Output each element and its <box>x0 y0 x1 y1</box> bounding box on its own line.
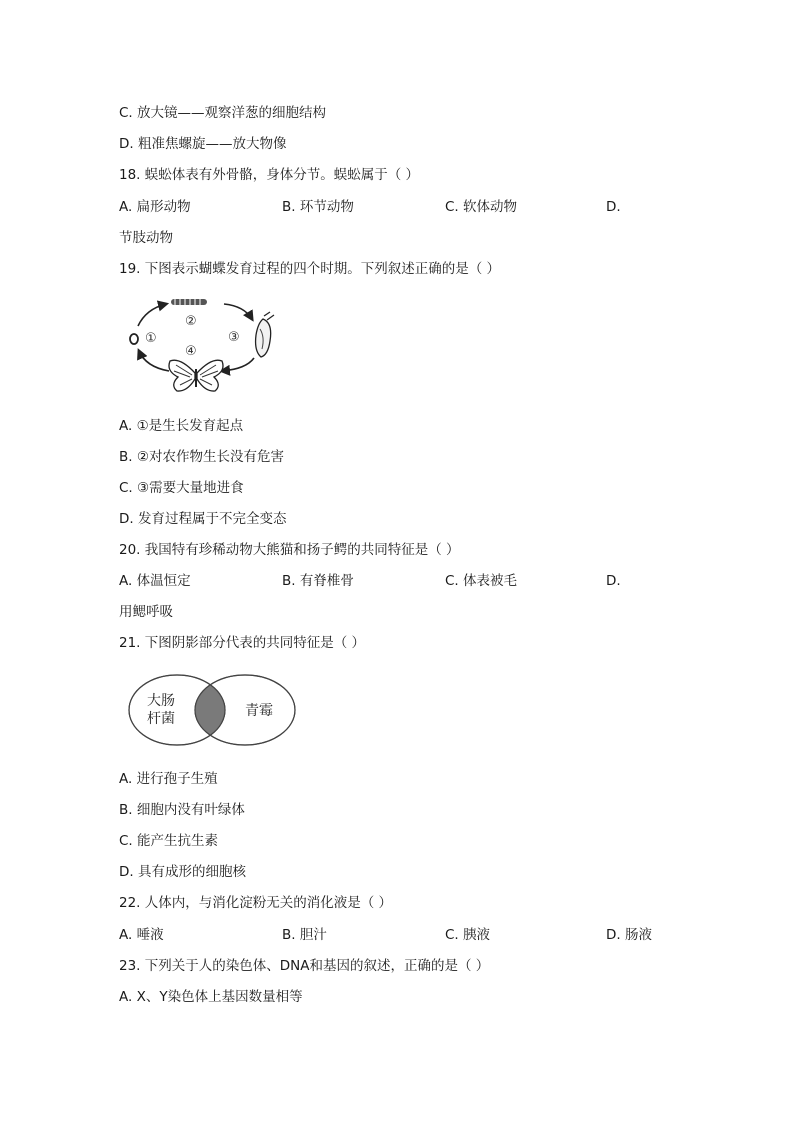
q20-option-b: B. 有脊椎骨 <box>282 573 354 589</box>
q18-option-a: A. 扁形动物 <box>119 199 191 215</box>
cycle-arrow <box>138 304 166 326</box>
stage-label: ④ <box>185 344 197 359</box>
pupa-icon <box>256 312 274 357</box>
q18-option-d: D. <box>606 199 621 215</box>
q23-stem: 23. 下列关于人的染色体、DNA和基因的叙述，正确的是（ ） <box>119 958 490 974</box>
q19-stem: 19. 下图表示蝴蝶发育过程的四个时期。下列叙述正确的是（ ） <box>119 261 501 277</box>
q20-option-c: C. 体表被毛 <box>445 573 518 589</box>
q19-option-b: B. ②对农作物生长没有危害 <box>119 449 284 465</box>
venn-right-label: 青霉 <box>245 703 273 719</box>
q20-option-d: D. <box>606 573 621 589</box>
q18-option-c: C. 软体动物 <box>445 199 518 215</box>
stage-label: ① <box>145 331 157 346</box>
venn-left-label-line2: 杆菌 <box>147 711 175 727</box>
q20-option-d-text: 用鳃呼吸 <box>119 604 173 620</box>
venn-diagram-figure <box>127 672 299 748</box>
cycle-arrow <box>222 358 254 371</box>
cycle-arrow <box>224 304 252 319</box>
q21-option-d: D. 具有成形的细胞核 <box>119 864 246 880</box>
q21-option-b: B. 细胞内没有叶绿体 <box>119 802 245 818</box>
stage-label: ② <box>185 314 197 329</box>
q22-option-d: D. 肠液 <box>606 927 652 943</box>
q20-stem: 20. 我国特有珍稀动物大熊猫和扬子鳄的共同特征是（ ） <box>119 542 460 558</box>
q18-option-d-text: 节肢动物 <box>119 230 173 246</box>
venn-left-label-line1: 大肠 <box>147 693 175 709</box>
q22-option-a: A. 唾液 <box>119 927 164 943</box>
q18-option-b: B. 环节动物 <box>282 199 354 215</box>
q18-stem: 18. 蜈蚣体表有外骨骼，身体分节。蜈蚣属于（ ） <box>119 167 420 183</box>
q19-option-d: D. 发育过程属于不完全变态 <box>119 511 287 527</box>
q22-option-c: C. 胰液 <box>445 927 491 943</box>
butterfly-life-cycle-figure <box>124 293 280 393</box>
q21-option-c: C. 能产生抗生素 <box>119 833 219 849</box>
q19-option-c: C. ③需要大量地进食 <box>119 480 244 496</box>
cycle-arrow <box>139 351 169 371</box>
q21-option-a: A. 进行孢子生殖 <box>119 771 218 787</box>
caterpillar-icon <box>171 299 207 305</box>
q20-option-a: A. 体温恒定 <box>119 573 191 589</box>
egg-icon <box>130 334 138 344</box>
stage-label: ③ <box>228 330 240 345</box>
q22-stem: 22. 人体内，与消化淀粉无关的消化液是（ ） <box>119 895 393 911</box>
q19-option-a: A. ①是生长发育起点 <box>119 418 244 434</box>
q23-option-a: A. X、Y染色体上基因数量相等 <box>119 989 303 1005</box>
q21-stem: 21. 下图阴影部分代表的共同特征是（ ） <box>119 635 366 651</box>
q17-option-d: D. 粗准焦螺旋——放大物像 <box>119 136 287 152</box>
butterfly-icon <box>169 360 223 391</box>
q17-option-c: C. 放大镜——观察洋葱的细胞结构 <box>119 105 327 121</box>
q22-option-b: B. 胆汁 <box>282 927 327 943</box>
